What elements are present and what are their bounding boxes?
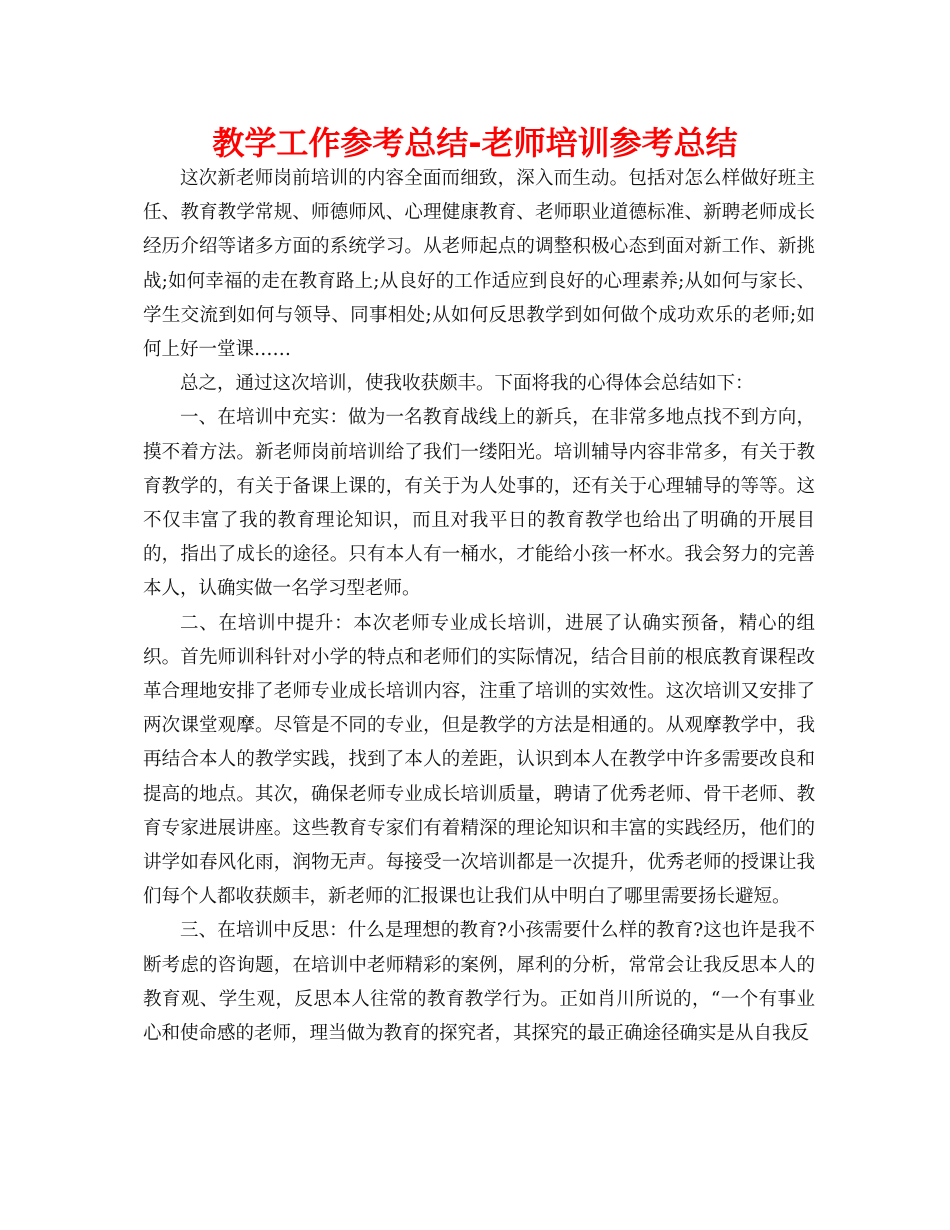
paragraph-intro: 这次新老师岗前培训的内容全面而细致，深入而生动。包括对怎么样做好班主任、教育教学常规、师德师风、心理健康教育、老师职业道德标准、新聘老师成长经历介绍等诸多方面的系统学习。从老师起点的调整积极心态到面对新工作、新挑战;如何幸福的走在教育路上;从良好的工作适应到良好的心理素养;从如何与家长、学生交流到如何与领导、同事相处;从如何反思教学到如何做个成功欢乐的老师;如何上好一堂课…… [143,168,815,361]
paragraph-section-1: 一、在培训中充实：做为一名教育战线上的新兵，在非常多地点找不到方向，摸不着方法。新老师岗前培训给了我们一缕阳光。培训辅导内容非常多，有关于教育教学的，有关于备课上课的，有关于为人处事的，还有关于心理辅导的等等。这不仅丰富了我的教育理论知识，而且对我平日的教育教学也给出了明确的开展目的，指出了成长的途径。只有本人有一桶水，才能给小孩一杯水。我会努力的完善本人，认确实做一名学习型老师。 [143,407,815,600]
document-body [143,162,815,1051]
document-title: 教学工作参考总结-老师培训参考总结 [212,124,738,162]
paragraph-section-3: 三、在培训中反思：什么是理想的教育?小孩需要什么样的教育?这也许是我不断考虑的咨询题，在培训中老师精彩的案例，犀利的分析，常常会让我反思本人的教育观、学生观，反思本人往常的教育教学行为。正如肖川所说的，“一个有事业心和使命感的老师，理当做为教育的探究者，其探究的最正确途径确实是从自我反 [143,920,815,1045]
paragraph-section-2: 二、在培训中提升：本次老师专业成长培训，进展了认确实预备，精心的组织。首先师训科针对小学的特点和老师们的实际情况，结合目前的根底教育课程改革合理地安排了老师专业成长培训内容，注重了培训的实效性。这次培训又安排了两次课堂观摩。尽管是不同的专业，但是教学的方法是相通的。从观摩教学中，我再结合本人的教学实践，找到了本人的差距，认识到本人在教学中许多需要改良和提高的地点。其次，确保老师专业成长培训质量，聘请了优秀老师、骨干老师、教育专家进展讲座。这些教育专家们有着精深的理论知识和丰富的实践经历，他们的讲学如春风化雨，润物无声。每接受一次培训都是一次提升，优秀老师的授课让我们每个人都收获颇丰，新老师的汇报课也让我们从中明白了哪里需要扬长避短。 [143,612,815,908]
paragraph-summary: 总之，通过这次培训，使我收获颇丰。下面将我的心得体会总结如下： [180,373,754,395]
